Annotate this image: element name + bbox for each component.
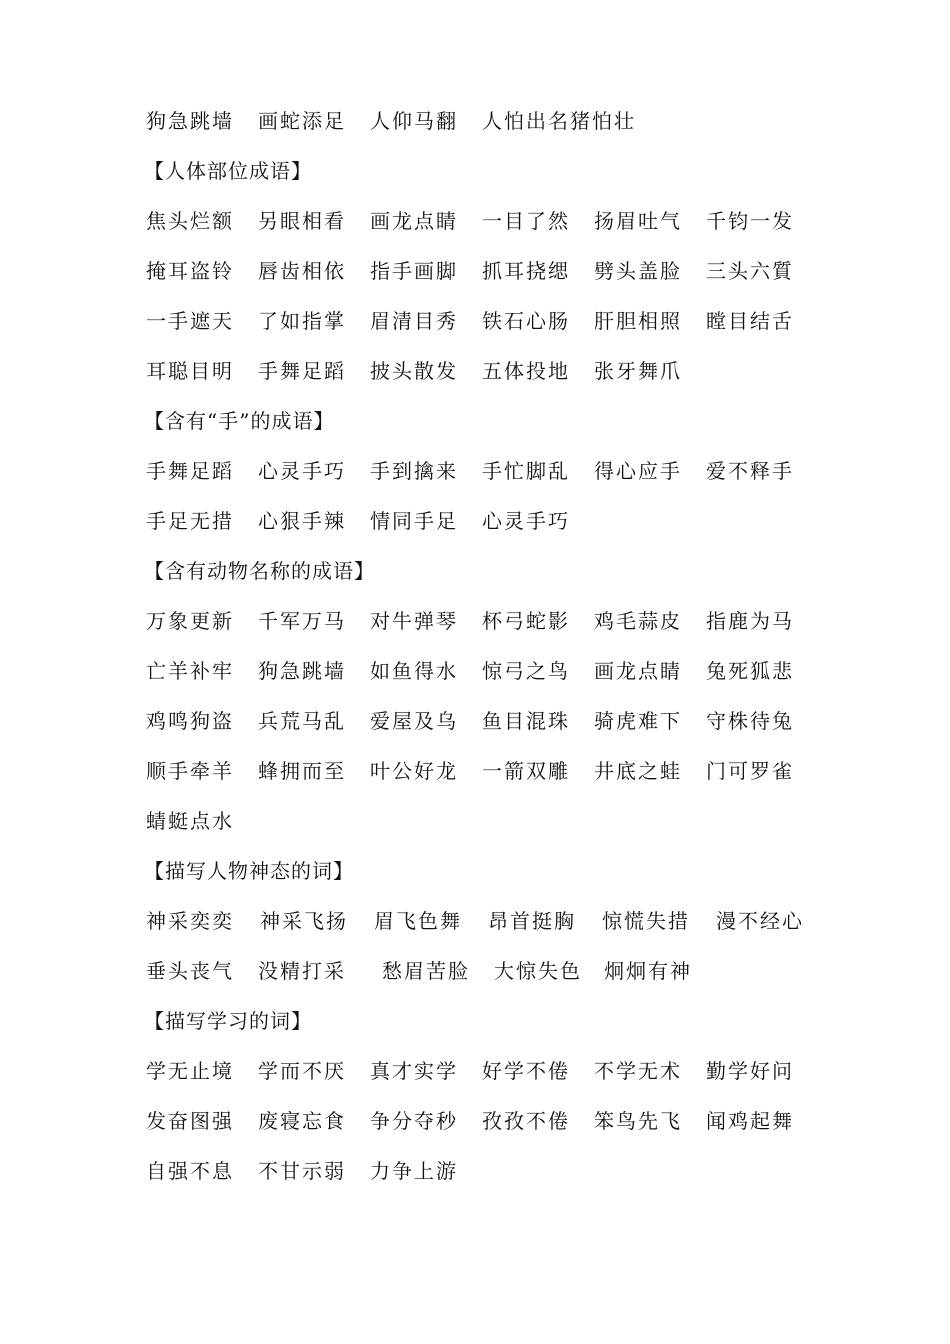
idiom-word: 手舞足蹈 — [146, 459, 234, 483]
idiom-word: 画蛇添足 — [258, 109, 346, 133]
idiom-word: 千钧一发 — [706, 209, 794, 233]
idiom-word: 指手画脚 — [370, 259, 458, 283]
idiom-word: 神采飞扬 — [260, 909, 348, 933]
idiom-word: 没精打采 — [258, 959, 346, 983]
idiom-word: 张牙舞爪 — [594, 359, 682, 383]
idiom-word: 大惊失色 — [494, 959, 582, 983]
idiom-word: 扬眉吐气 — [594, 209, 682, 233]
idiom-word: 鸡毛蒜皮 — [594, 609, 682, 633]
idiom-word: 炯炯有神 — [604, 959, 692, 983]
idiom-word: 学无止境 — [146, 1059, 234, 1083]
idiom-word: 掩耳盗铃 — [146, 259, 234, 283]
idiom-word: 笨鸟先飞 — [594, 1109, 682, 1133]
idiom-word: 手忙脚乱 — [482, 459, 570, 483]
section-heading: 【描写学习的词】 — [144, 1009, 312, 1033]
idiom-word: 闻鸡起舞 — [706, 1109, 794, 1133]
idiom-word: 如鱼得水 — [370, 659, 458, 683]
idiom-word: 力争上游 — [370, 1159, 458, 1183]
idiom-word: 勤学好问 — [706, 1059, 794, 1083]
idiom-word: 万象更新 — [146, 609, 234, 633]
idiom-word: 耳聪目明 — [146, 359, 234, 383]
idiom-word: 昂首挺胸 — [488, 909, 576, 933]
idiom-word: 真才实学 — [370, 1059, 458, 1083]
idiom-word: 情同手足 — [370, 509, 458, 533]
idiom-word: 蜂拥而至 — [258, 759, 346, 783]
idiom-word: 不甘示弱 — [258, 1159, 346, 1183]
idiom-word: 鱼目混珠 — [482, 709, 570, 733]
idiom-word: 焦头烂额 — [146, 209, 234, 233]
idiom-word: 对牛弹琴 — [370, 609, 458, 633]
idiom-word: 了如指掌 — [258, 309, 346, 333]
idiom-word: 瞠目结舌 — [706, 309, 794, 333]
idiom-word: 井底之蛙 — [594, 759, 682, 783]
idiom-word: 惊慌失措 — [602, 909, 690, 933]
idiom-word: 不学无术 — [594, 1059, 682, 1083]
idiom-word: 千军万马 — [258, 609, 346, 633]
idiom-word: 爱不释手 — [706, 459, 794, 483]
idiom-word: 惊弓之鸟 — [482, 659, 570, 683]
idiom-word: 手到擒来 — [370, 459, 458, 483]
idiom-word: 孜孜不倦 — [482, 1109, 570, 1133]
idiom-word: 五体投地 — [482, 359, 570, 383]
idiom-word: 心灵手巧 — [482, 509, 570, 533]
idiom-word: 学而不厌 — [258, 1059, 346, 1083]
idiom-word: 心灵手巧 — [258, 459, 346, 483]
idiom-word: 垂头丧气 — [146, 959, 234, 983]
idiom-word: 发奋图强 — [146, 1109, 234, 1133]
idiom-word: 得心应手 — [594, 459, 682, 483]
idiom-word: 画龙点睛 — [370, 209, 458, 233]
idiom-word: 神采奕奕 — [146, 909, 234, 933]
idiom-word: 好学不倦 — [482, 1059, 570, 1083]
section-heading: 【含有动物名称的成语】 — [144, 559, 375, 583]
idiom-word: 自强不息 — [146, 1159, 234, 1183]
idiom-word: 顺手牵羊 — [146, 759, 234, 783]
idiom-word: 劈头盖脸 — [594, 259, 682, 283]
idiom-word: 叶公好龙 — [370, 759, 458, 783]
idiom-word: 手舞足蹈 — [258, 359, 346, 383]
idiom-word: 狗急跳墙 — [146, 109, 234, 133]
idiom-word: 指鹿为马 — [706, 609, 794, 633]
idiom-word: 唇齿相依 — [258, 259, 346, 283]
idiom-word: 人怕出名猪怕壮 — [482, 109, 636, 133]
idiom-word: 爱屋及乌 — [370, 709, 458, 733]
idiom-word: 人仰马翻 — [370, 109, 458, 133]
idiom-word: 铁石心肠 — [482, 309, 570, 333]
idiom-word: 手足无措 — [146, 509, 234, 533]
idiom-word: 争分夺秒 — [370, 1109, 458, 1133]
idiom-word: 肝胆相照 — [594, 309, 682, 333]
idiom-word: 心狠手辣 — [258, 509, 346, 533]
idiom-word: 抓耳挠缌 — [482, 259, 570, 283]
idiom-word: 亡羊补牢 — [146, 659, 234, 683]
idiom-word: 眉清目秀 — [370, 309, 458, 333]
idiom-word: 画龙点睛 — [594, 659, 682, 683]
idiom-word: 狗急跳墙 — [258, 659, 346, 683]
idiom-word: 另眼相看 — [258, 209, 346, 233]
idiom-word: 兵荒马乱 — [258, 709, 346, 733]
idiom-word: 愁眉苦脸 — [382, 959, 470, 983]
idiom-word: 眉飞色舞 — [374, 909, 462, 933]
idiom-word: 废寝忘食 — [258, 1109, 346, 1133]
section-heading: 【描写人物神态的词】 — [144, 859, 354, 883]
idiom-word: 骑虎难下 — [594, 709, 682, 733]
idiom-word: 兔死狐悲 — [706, 659, 794, 683]
idiom-word: 鸡鸣狗盗 — [146, 709, 234, 733]
idiom-word: 一箭双雕 — [482, 759, 570, 783]
section-heading: 【含有“手”的成语】 — [144, 409, 335, 433]
idiom-word: 漫不经心 — [716, 909, 804, 933]
idiom-word: 一手遮天 — [146, 309, 234, 333]
idiom-word: 杯弓蛇影 — [482, 609, 570, 633]
idiom-word: 披头散发 — [370, 359, 458, 383]
idiom-word: 一目了然 — [482, 209, 570, 233]
idiom-word: 门可罗雀 — [706, 759, 794, 783]
section-heading: 【人体部位成语】 — [144, 159, 312, 183]
idiom-word: 蜻蜓点水 — [146, 809, 234, 833]
idiom-word: 三头六質 — [706, 259, 794, 283]
idiom-word: 守株待兔 — [706, 709, 794, 733]
